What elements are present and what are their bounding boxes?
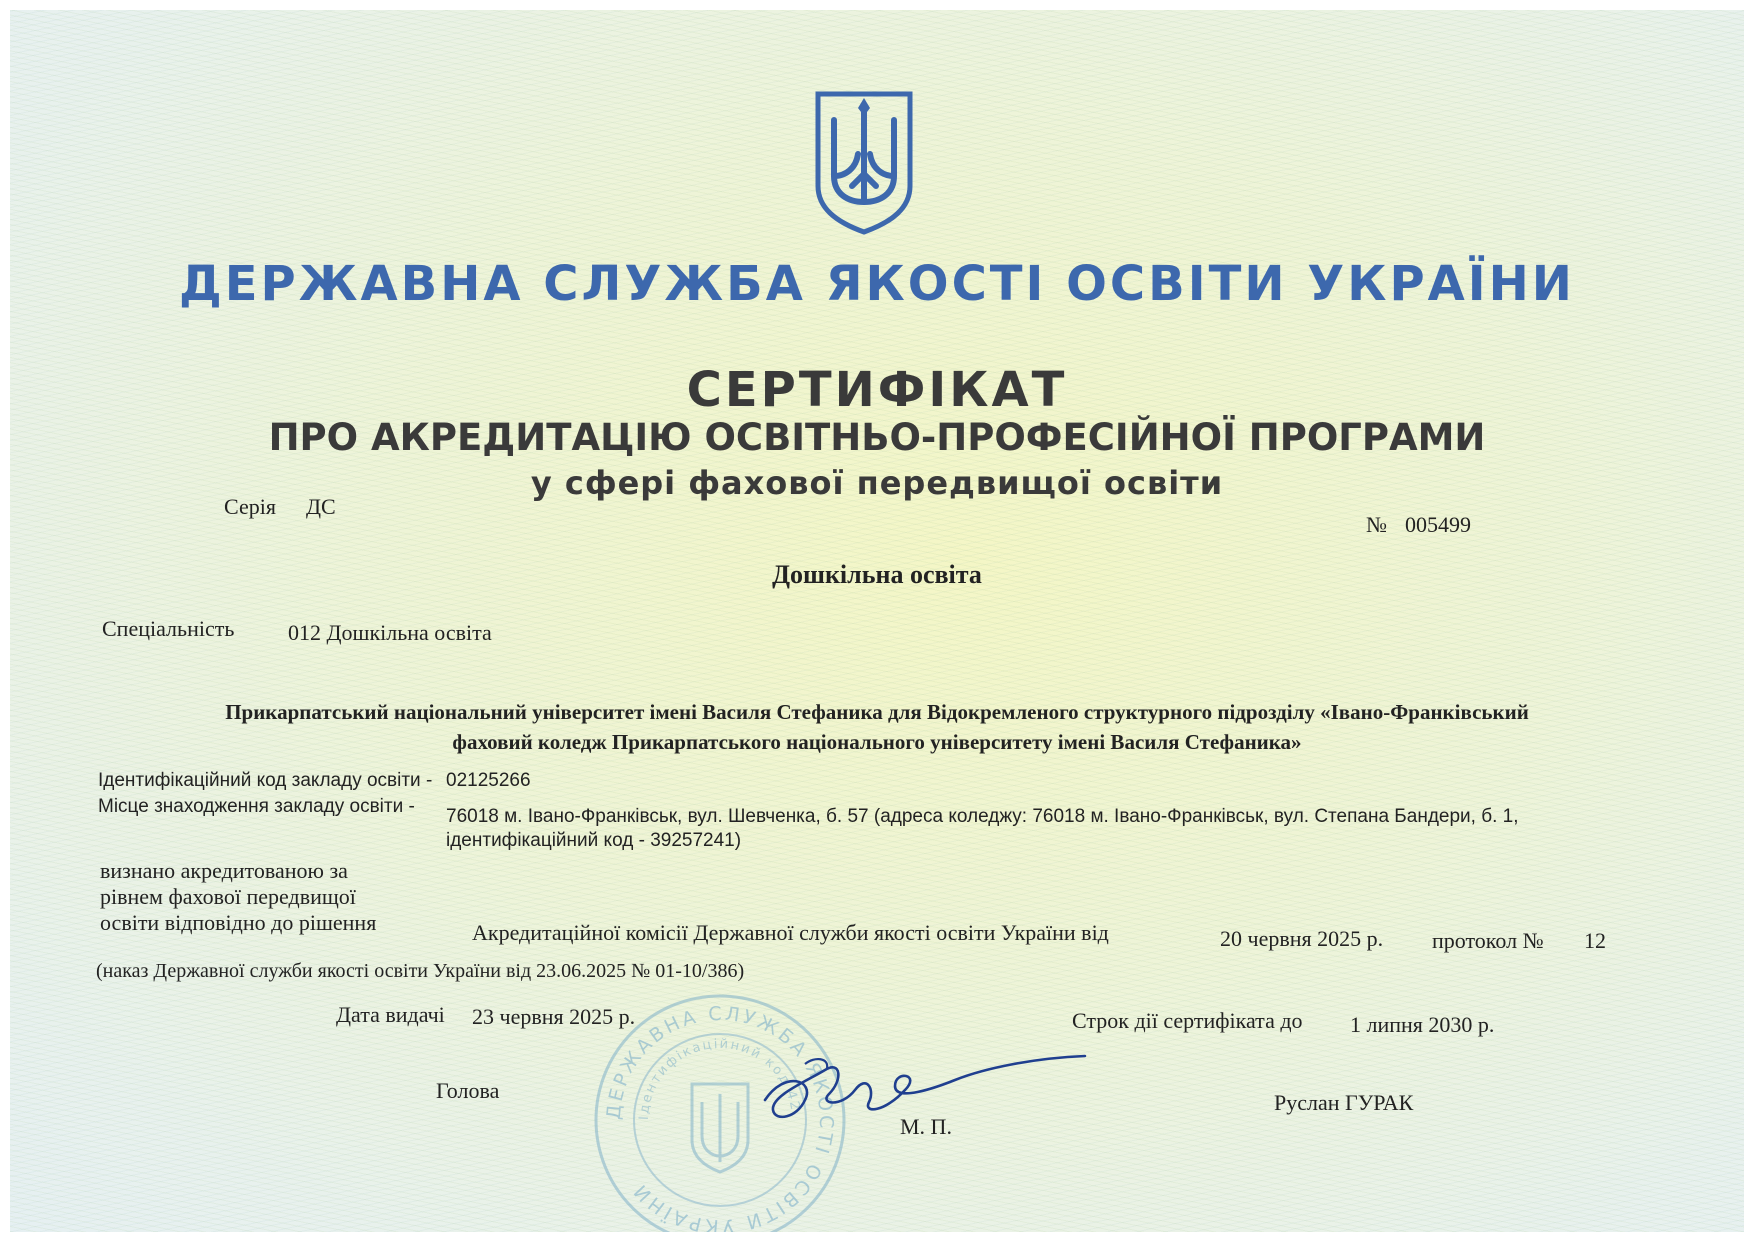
certificate-subtitle-sphere: у сфері фахової передвищої освіти: [530, 464, 1224, 502]
svg-text:Ідентифікаційний код 42: Ідентифікаційний код 42: [636, 1036, 803, 1121]
series-label: Серія: [224, 494, 276, 519]
specialty-value: 012 Дошкільна освіта: [288, 620, 492, 645]
head-label: Голова: [436, 1078, 500, 1103]
issue-date-value: 23 червня 2025 р.: [472, 1004, 636, 1029]
decision-text: Акредитаційної комісії Державної служби якості освіти України від: [472, 920, 1109, 945]
institution-name-line1: Прикарпатський національний університет імені Василя Стефаника для Відокремленого структурного підрозділу «Івано-Франківський: [225, 700, 1529, 724]
location-line2: ідентифікаційний код - 39257241): [446, 830, 742, 851]
trident-emblem-icon: [812, 90, 916, 236]
agency-title: ДЕРЖАВНА СЛУЖБА ЯКОСТІ ОСВІТИ УКРАЇНИ: [179, 256, 1575, 312]
location-line1: 76018 м. Івано-Франківськ, вул. Шевченка, б. 57 (адреса коледжу: 76018 м. Івано-Франківськ, вул. Степана Бандери, б. 1,: [446, 806, 1519, 827]
valid-until-value: 1 липня 2030 р.: [1350, 1012, 1495, 1037]
accredited-line1: визнано акредитованою за: [100, 858, 348, 883]
decision-date: 20 червня 2025 р.: [1220, 926, 1384, 951]
specialty-label: Спеціальність: [102, 616, 235, 641]
series-value: ДС: [306, 494, 336, 519]
accredited-line3: освіти відповідно до рішення: [100, 910, 377, 935]
svg-text:ДЕРЖАВНА СЛУЖБА ЯКОСТІ ОСВІТИ: ДЕРЖАВНА СЛУЖБА ЯКОСТІ ОСВІТИ УКРАЇНИ: [602, 1002, 838, 1238]
issue-date-label: Дата видачі: [336, 1002, 445, 1027]
stamp-mark-label: М. П.: [900, 1114, 952, 1139]
institution-name-line2: фаховий коледж Прикарпатського національного університету імені Василя Стефаника»: [452, 730, 1302, 754]
id-code-label: Ідентифікаційний код закладу освіти -: [98, 770, 433, 791]
certificate-subtitle: ПРО АКРЕДИТАЦІЮ ОСВІТНЬО-ПРОФЕСІЙНОЇ ПРОГРАМИ: [268, 416, 1486, 459]
certificate-title: СЕРТИФІКАТ: [686, 362, 1068, 418]
location-label: Місце знаходження закладу освіти -: [98, 796, 415, 817]
accredited-line2: рівнем фахової передвищої: [100, 884, 356, 909]
id-code-value: 02125266: [446, 770, 531, 791]
valid-until-label: Строк дії сертифіката до: [1072, 1008, 1303, 1033]
protocol-label: протокол №: [1432, 928, 1544, 953]
number-value: 005499: [1405, 512, 1471, 537]
certificate-paper: [10, 10, 1744, 1238]
number-label: №: [1366, 512, 1387, 537]
head-name: Руслан ГУРАК: [1274, 1090, 1414, 1115]
program-name: Дошкільна освіта: [772, 560, 982, 589]
order-text: (наказ Державної служби якості освіти України від 23.06.2025 № 01-10/386): [96, 960, 745, 982]
protocol-value: 12: [1584, 928, 1606, 953]
